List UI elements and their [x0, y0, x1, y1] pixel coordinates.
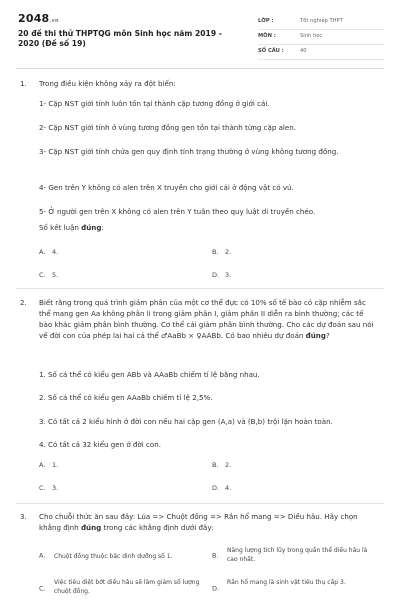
option-text: 1. — [52, 461, 59, 469]
option-letter: C. — [39, 484, 46, 492]
option-letter: D. — [212, 484, 220, 492]
option-letter: A. — [39, 551, 46, 560]
statement-item: 4- Gen trên Y không có alen trên X truyền cho giới cái ở động vật có vú. — [39, 183, 294, 192]
option-letter: D. — [212, 584, 220, 593]
option-d[interactable] — [212, 578, 382, 600]
option-letter: C. — [39, 271, 46, 279]
option-letter: A. — [39, 248, 46, 256]
option-a[interactable] — [39, 248, 58, 256]
option-text: 2. — [225, 248, 232, 256]
option-b[interactable] — [212, 461, 231, 469]
statement-item: 3. Có tất cả 2 kiểu hình ở đời con nếu hai cặp gen (A,a) và (B,b) trội lặn hoàn toàn. — [39, 417, 333, 426]
meta-key: LỚP : — [258, 18, 274, 24]
logo-text: 2048 — [18, 12, 50, 25]
option-text: Chuột đồng thuộc bậc dinh dưỡng số 1. — [54, 553, 173, 560]
question-number: 2. — [20, 298, 27, 307]
option-text: 4. — [225, 484, 232, 492]
question-divider — [16, 288, 384, 289]
question-number: 1. — [20, 79, 27, 88]
statement-item: 2. Số cá thể có kiểu gen AAaBb chiếm tỉ lệ 2,5%. — [39, 393, 213, 402]
statement-item: 3- Cặp NST giới tính chứa gen quy định tính trạng thường ở vùng không tương đồng. — [39, 147, 339, 156]
stem-question-bold: đúng — [305, 331, 326, 340]
statement-item: 1- Cặp NST giới tính luôn tồn tại thành cặp tương đồng ở giới cái. — [39, 99, 270, 108]
option-text: 3. — [225, 271, 232, 279]
meta-row-question-count — [258, 45, 384, 60]
stem-bold: đúng — [80, 523, 102, 532]
option-text: 5. — [52, 271, 59, 279]
option-text: Năng lượng tích lũy trong quần thể diều hâu là cao nhất. — [227, 547, 368, 563]
option-b[interactable] — [212, 248, 231, 256]
statement-item: 4. Có tất cả 32 kiểu gen ở đời con. — [39, 440, 161, 449]
stem-question-suffix: ? — [325, 331, 330, 340]
statement-item: 5- Ở người gen trên X không có alen trên Y tuân theo quy luật di truyền chéo. — [39, 207, 316, 216]
option-b[interactable] — [212, 546, 382, 566]
option-text: 2. — [225, 461, 232, 469]
logo-suffix: .vn — [49, 18, 59, 24]
option-text: 4. — [52, 248, 59, 256]
option-c[interactable] — [39, 578, 209, 600]
option-letter: A. — [39, 461, 46, 469]
conclusion-prefix: Số kết luận — [39, 223, 82, 232]
option-d[interactable] — [212, 484, 231, 492]
statement-item: 2- Cặp NST giới tính ở vùng tương đồng gen tồn tại thành từng cặp alen. — [39, 123, 297, 132]
conclusion-suffix: : — [101, 223, 104, 232]
question-number: 3. — [20, 512, 27, 521]
conclusion-bold: đúng — [81, 223, 102, 232]
option-a[interactable] — [39, 546, 209, 566]
option-text: Việc tiêu diệt bớt diều hâu sẽ làm giảm số lượng chuột đồng. — [54, 579, 200, 595]
document-title: 20 đề thi thử THPTQG môn Sinh học năm 2019 - 2020 (Đề số 19) — [18, 29, 222, 48]
stem-question-prefix: . Có bao nhiêu dự đoán — [220, 331, 306, 340]
option-text: 3. — [52, 484, 59, 492]
header-divider — [16, 68, 384, 69]
option-letter: B. — [212, 461, 219, 469]
option-letter: B. — [212, 248, 219, 256]
option-c[interactable] — [39, 271, 58, 279]
meta-row-class — [258, 15, 384, 30]
genetic-cross: ♂AaBb × ♀AABb — [161, 331, 221, 340]
meta-value: Tốt nghiệp THPT — [300, 18, 343, 24]
option-c[interactable] — [39, 484, 58, 492]
exam-meta-table — [258, 15, 384, 60]
option-text: Rắn hổ mang là sinh vật tiêu thụ cấp 3. — [227, 579, 346, 586]
stem-text: Biết rằng trong quá trình giảm phân của một cơ thể đực có 10% số tế bào có cặp nhiễm sắc thể mang gen Aa không phân li trong giảm phân I, giảm phân II diễn ra bình thường; các tế bào khác giảm phân bình thường. Cơ thể cái giảm phân bình thường. Cho các dự đoán sau nói về đời con của phép lai hai cá thể — [39, 298, 374, 340]
conclusion-line — [39, 222, 374, 233]
question-stem — [39, 297, 374, 341]
option-letter: C. — [39, 584, 46, 593]
option-a[interactable] — [39, 461, 58, 469]
meta-key: SỐ CÂU : — [258, 48, 284, 54]
stem-suffix: trong các khẳng định dưới đây: — [101, 523, 214, 532]
option-d[interactable] — [212, 271, 231, 279]
meta-key: MÔN : — [258, 33, 276, 39]
site-logo[interactable] — [18, 12, 59, 25]
question-divider — [16, 503, 384, 504]
option-letter: B. — [212, 551, 219, 560]
document-header — [18, 12, 384, 64]
statement-item: 1. Số cá thể có kiểu gen ABb và AAaBb chiếm tỉ lệ bằng nhau. — [39, 370, 260, 379]
meta-value: Sinh học — [300, 33, 323, 39]
question-stem: Trong điều kiện không xảy ra đột biến: — [39, 79, 176, 88]
meta-row-subject — [258, 30, 384, 45]
meta-value: 40 — [300, 48, 307, 54]
question-stem — [39, 511, 374, 533]
option-letter: D. — [212, 271, 220, 279]
stem-prefix: Cho chuỗi thức ăn sau đây: Lúa => Chuột đồng => Rắn hổ mang => Diều hâu. Hãy chọn khẳng định — [39, 512, 358, 532]
